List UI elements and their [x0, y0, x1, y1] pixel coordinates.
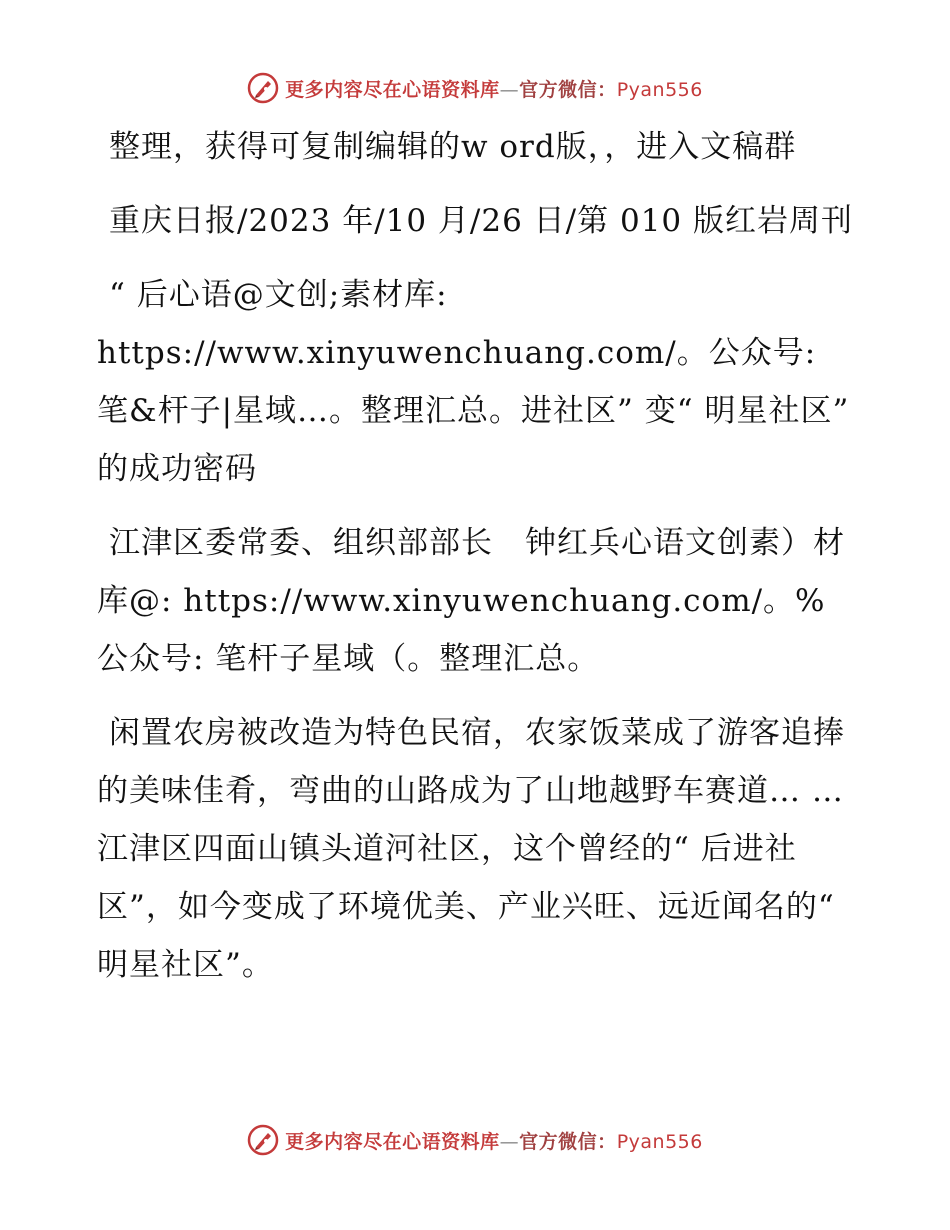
footer-watermark-banner — [0, 1120, 950, 1160]
document-body — [97, 118, 857, 1010]
banner-text — [285, 75, 703, 102]
paragraph-text: 整理，获得可复制编辑的w ord版，，进入文稿群 — [109, 129, 797, 165]
pen-circle-logo-icon — [247, 1124, 279, 1156]
paragraph-intro — [97, 118, 857, 176]
paragraph-text: 闲置农房被改造为特色民宿，农家饭菜成了游客追捧的美味佳肴，弯曲的山路成为了山地越野车赛道… … 江津区四面山镇头道河社区，这个曾经的“ 后进社区”，如今变成了环境优美、产业兴旺、远近闻名的“ 明星社区”。 — [97, 715, 845, 983]
paragraph-text: 江津区委常委、组织部部长 钟红兵心语文创素）材库@: https://www.xinyuwenchuang.com/。%公众号: 笔杆子星域（。整理汇总。 — [97, 525, 845, 677]
banner-main-text: 更多内容尽在心语资料库 — [285, 78, 500, 101]
paragraph-body — [97, 704, 857, 994]
paragraph-text: “ 后心语@文创;素材库: https://www.xinyuwenchuang.com/。公众号: 笔&杆子|星域…。整理汇总。进社区” 变“ 明星社区” 的成功密码 — [97, 277, 850, 487]
banner-wechat-label: 官方微信： — [519, 1130, 617, 1153]
paragraph-text: 重庆日报/2023 年/10 月/26 日/第 010 版红岩周刊 — [109, 203, 854, 239]
paragraph-source — [97, 192, 857, 250]
banner-text — [285, 1127, 703, 1154]
banner-separator: — — [499, 1130, 520, 1153]
banner-wechat-label: 官方微信： — [519, 78, 617, 101]
paragraph-title — [97, 266, 857, 498]
pen-circle-logo-icon — [247, 72, 279, 104]
banner-wechat-id: Pyan556 — [616, 78, 703, 101]
banner-separator: — — [499, 78, 520, 101]
banner-wechat-id: Pyan556 — [616, 1130, 703, 1153]
paragraph-author — [97, 514, 857, 688]
banner-main-text: 更多内容尽在心语资料库 — [285, 1130, 500, 1153]
header-watermark-banner — [0, 68, 950, 108]
